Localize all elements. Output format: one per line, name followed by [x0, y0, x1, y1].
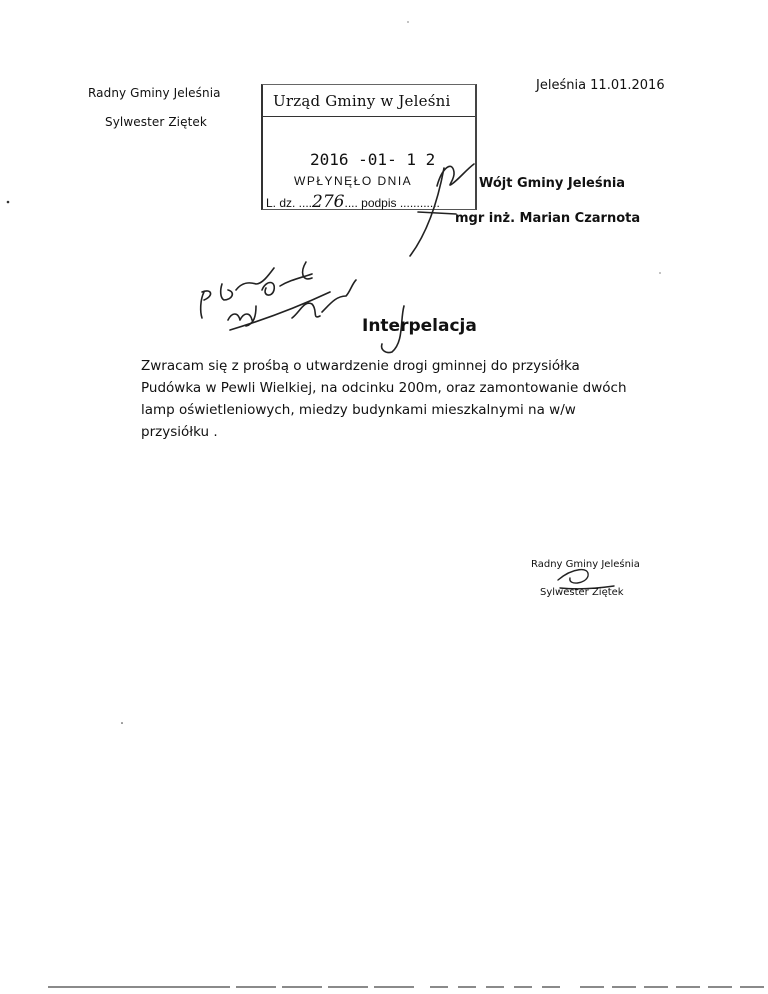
stamp-divider — [263, 116, 475, 117]
note-diagonal-line — [230, 292, 330, 330]
scan-dot — [407, 21, 408, 22]
stamp-register-line — [266, 192, 440, 212]
note-glyph-p — [201, 291, 211, 318]
sender-line-2: Sylwester Ziętek — [105, 115, 207, 129]
letter-body — [141, 355, 661, 443]
stamp-office-name: Urząd Gminy w Jeleśni — [273, 92, 451, 110]
stamp-received-label: WPŁYNĘŁO DNIA — [294, 174, 413, 188]
body-line-3: lamp oświetleniowych, miedzy budynkami mieszkalnymi na w/w — [141, 402, 576, 418]
scan-dot — [7, 201, 10, 204]
stamp-register-number: 276 — [312, 192, 345, 212]
note-glyph-oswd — [262, 262, 312, 295]
signature-line-1: Radny Gminy Jeleśnia — [531, 559, 640, 570]
body-line-2: Pudówka w Pewli Wielkiej, na odcinku 200m, oraz zamontowanie dwóch — [141, 380, 627, 396]
sender-line-1: Radny Gminy Jeleśnia — [88, 86, 221, 100]
recipient-line-1: Wójt Gminy Jeleśnia — [479, 176, 626, 191]
note-glyph-mj — [228, 306, 256, 326]
letter-title: Interpelacja — [362, 316, 477, 336]
signature-line-2: Sylwester Ziętek — [540, 587, 624, 598]
scan-dot — [659, 272, 660, 273]
signature-scribble — [558, 570, 614, 589]
recipient-underline-stroke — [418, 212, 456, 214]
stamp-date: 2016 -01- 1 2 — [310, 150, 436, 169]
note-date-digits — [292, 280, 356, 318]
recipient-line-2: mgr inż. Marian Czarnota — [455, 211, 641, 226]
note-glyph-b — [221, 284, 233, 300]
body-line-4: przysiółku . — [141, 424, 218, 440]
document-date: Jeleśnia 11.01.2016 — [536, 78, 665, 93]
stamp-register-suffix: .... podpis ............ — [344, 196, 440, 210]
note-glyph-word — [236, 268, 274, 290]
body-line-1: Zwracam się z prośbą o utwardzenie drogi gminnej do przysiółka — [141, 358, 580, 374]
scan-dot — [121, 722, 123, 724]
stamp-register-prefix: L. dz. .... — [266, 196, 313, 210]
